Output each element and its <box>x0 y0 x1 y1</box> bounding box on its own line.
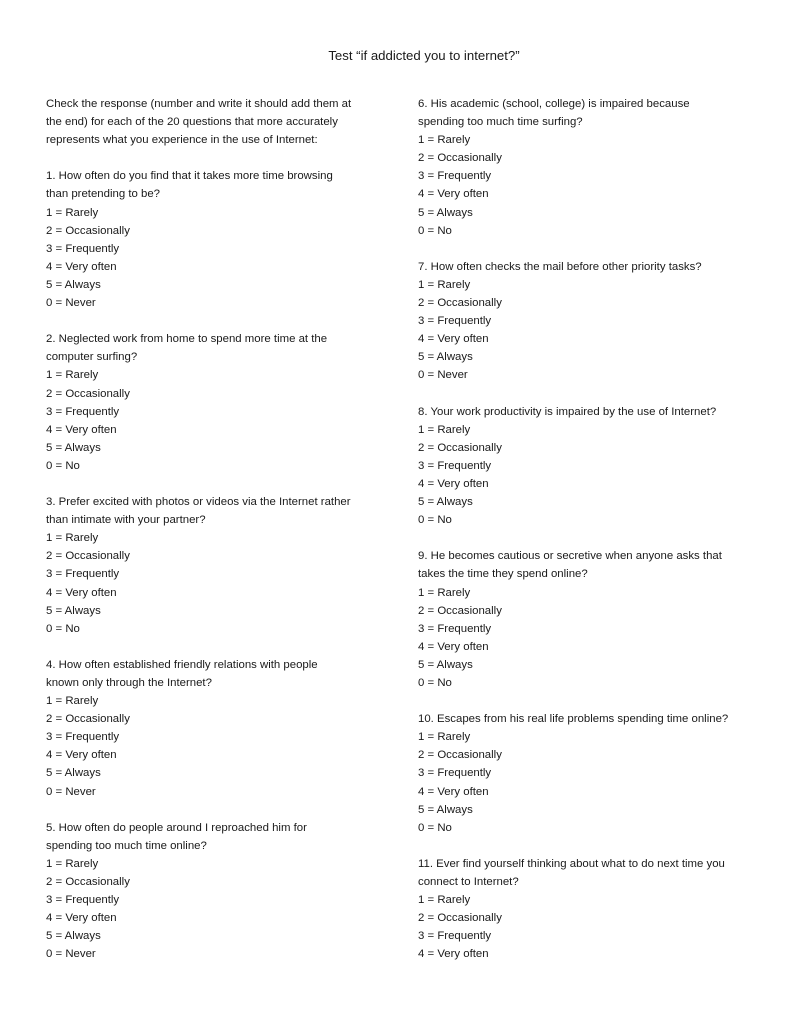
answer-option: 1 = Rarely <box>418 134 471 147</box>
answer-option: 1 = Rarely <box>46 206 99 219</box>
answer-option: 0 = Never <box>46 297 96 310</box>
question-text: 11. Ever find yourself thinking about what to do next time you <box>418 857 725 870</box>
question-text: 4. How often established friendly relations with people <box>46 658 318 671</box>
question-text: known only through the Internet? <box>46 677 212 689</box>
answer-option: 3 = Frequently <box>46 894 120 907</box>
answer-option: 2 = Occasionally <box>418 912 502 925</box>
answer-option: 1 = Rarely <box>46 369 99 382</box>
answer-option: 5 = Always <box>418 658 473 671</box>
question-9 <box>418 547 758 692</box>
answer-option: 4 = Very often <box>418 785 489 798</box>
answer-option: 3 = Frequently <box>418 170 492 183</box>
answer-option: 1 = Rarely <box>418 894 471 907</box>
answer-option: 1 = Rarely <box>418 586 471 599</box>
question-10 <box>418 710 758 837</box>
question-text: 6. His academic (school, college) is impaired because <box>418 98 690 110</box>
answer-option: 1 = Rarely <box>418 731 471 744</box>
answer-option: 3 = Frequently <box>418 767 492 780</box>
intro-line: represents what you experience in the use of Internet: <box>46 134 318 147</box>
answer-option: 2 = Occasionally <box>418 604 502 617</box>
answer-option: 0 = No <box>418 821 452 834</box>
question-text: 9. He becomes cautious or secretive when anyone asks that <box>418 550 722 563</box>
answer-option: 4 = Very often <box>46 749 117 762</box>
answer-option: 3 = Frequently <box>418 930 492 943</box>
answer-option: 2 = Occasionally <box>46 876 130 889</box>
question-1 <box>46 167 386 312</box>
question-8 <box>418 403 758 530</box>
answer-option: 5 = Always <box>46 604 101 617</box>
answer-option: 2 = Occasionally <box>418 152 502 165</box>
answer-option: 1 = Rarely <box>46 857 99 870</box>
right-column <box>418 95 758 964</box>
answer-option: 3 = Frequently <box>46 568 120 581</box>
intro-paragraph <box>46 95 386 149</box>
question-text: 5. How often do people around I reproached him for <box>46 821 307 834</box>
question-5 <box>46 819 386 964</box>
question-text: computer surfing? <box>46 351 138 364</box>
answer-option: 5 = Always <box>418 351 473 364</box>
answer-option: 4 = Very often <box>46 260 117 273</box>
answer-option: 5 = Always <box>46 930 101 943</box>
answer-option: 0 = Never <box>418 369 468 382</box>
answer-option: 2 = Occasionally <box>46 713 130 726</box>
answer-option: 2 = Occasionally <box>418 749 502 762</box>
answer-option: 4 = Very often <box>418 188 489 201</box>
answer-option: 5 = Always <box>46 767 101 780</box>
answer-option: 4 = Very often <box>46 423 117 436</box>
answer-option: 0 = No <box>46 459 80 472</box>
answer-option: 3 = Frequently <box>418 315 492 328</box>
answer-option: 0 = Never <box>46 948 96 961</box>
answer-option: 5 = Always <box>418 803 473 816</box>
answer-option: 0 = No <box>418 514 452 527</box>
intro-line: the end) for each of the 20 questions that more accurately <box>46 116 338 129</box>
answer-option: 5 = Always <box>418 206 473 219</box>
answer-option: 5 = Always <box>46 278 101 291</box>
question-text: 1. How often do you find that it takes more time browsing <box>46 170 333 183</box>
question-2 <box>46 330 386 475</box>
answer-option: 5 = Always <box>418 496 473 509</box>
answer-option: 4 = Very often <box>418 477 489 490</box>
question-text: 7. How often checks the mail before other priority tasks? <box>418 260 702 273</box>
question-text: spending too much time surfing? <box>418 116 583 129</box>
question-11 <box>418 855 758 964</box>
answer-option: 1 = Rarely <box>418 423 471 436</box>
question-text: 8. Your work productivity is impaired by the use of Internet? <box>418 405 717 418</box>
answer-option: 3 = Frequently <box>46 242 120 255</box>
answer-option: 0 = No <box>46 622 80 635</box>
answer-option: 1 = Rarely <box>46 695 99 708</box>
question-4 <box>46 656 386 801</box>
answer-option: 2 = Occasionally <box>46 550 130 563</box>
question-text: than intimate with your partner? <box>46 514 206 527</box>
question-text: connect to Internet? <box>418 876 519 889</box>
question-text: spending too much time online? <box>46 839 207 852</box>
answer-option: 4 = Very often <box>418 640 489 653</box>
question-3 <box>46 493 386 638</box>
answer-option: 4 = Very often <box>418 948 489 961</box>
answer-option: 0 = No <box>418 677 452 689</box>
question-text: 3. Prefer excited with photos or videos via the Internet rather <box>46 496 351 509</box>
answer-option: 0 = No <box>418 224 452 237</box>
question-text: 2. Neglected work from home to spend more time at the <box>46 333 328 346</box>
answer-option: 5 = Always <box>46 441 101 454</box>
answer-option: 2 = Occasionally <box>46 387 130 400</box>
intro-line: Check the response (number and write it should add them at <box>46 98 352 110</box>
answer-option: 4 = Very often <box>418 333 489 346</box>
answer-option: 4 = Very often <box>46 912 117 925</box>
left-column <box>46 95 386 964</box>
answer-option: 2 = Occasionally <box>418 297 502 310</box>
question-7 <box>418 258 758 385</box>
question-text: 10. Escapes from his real life problems spending time online? <box>418 713 729 726</box>
answer-option: 2 = Occasionally <box>46 224 130 237</box>
question-6 <box>418 95 758 240</box>
answer-option: 3 = Frequently <box>418 622 492 635</box>
page-title: Test “if addicted you to internet?” <box>328 48 520 63</box>
answer-option: 3 = Frequently <box>46 731 120 744</box>
answer-option: 2 = Occasionally <box>418 441 502 454</box>
answer-option: 4 = Very often <box>46 586 117 599</box>
answer-option: 0 = Never <box>46 785 96 798</box>
question-text: than pretending to be? <box>46 188 161 201</box>
answer-option: 1 = Rarely <box>46 532 99 545</box>
question-text: takes the time they spend online? <box>418 568 588 581</box>
answer-option: 3 = Frequently <box>46 405 120 418</box>
answer-option: 3 = Frequently <box>418 459 492 472</box>
answer-option: 1 = Rarely <box>418 278 471 291</box>
